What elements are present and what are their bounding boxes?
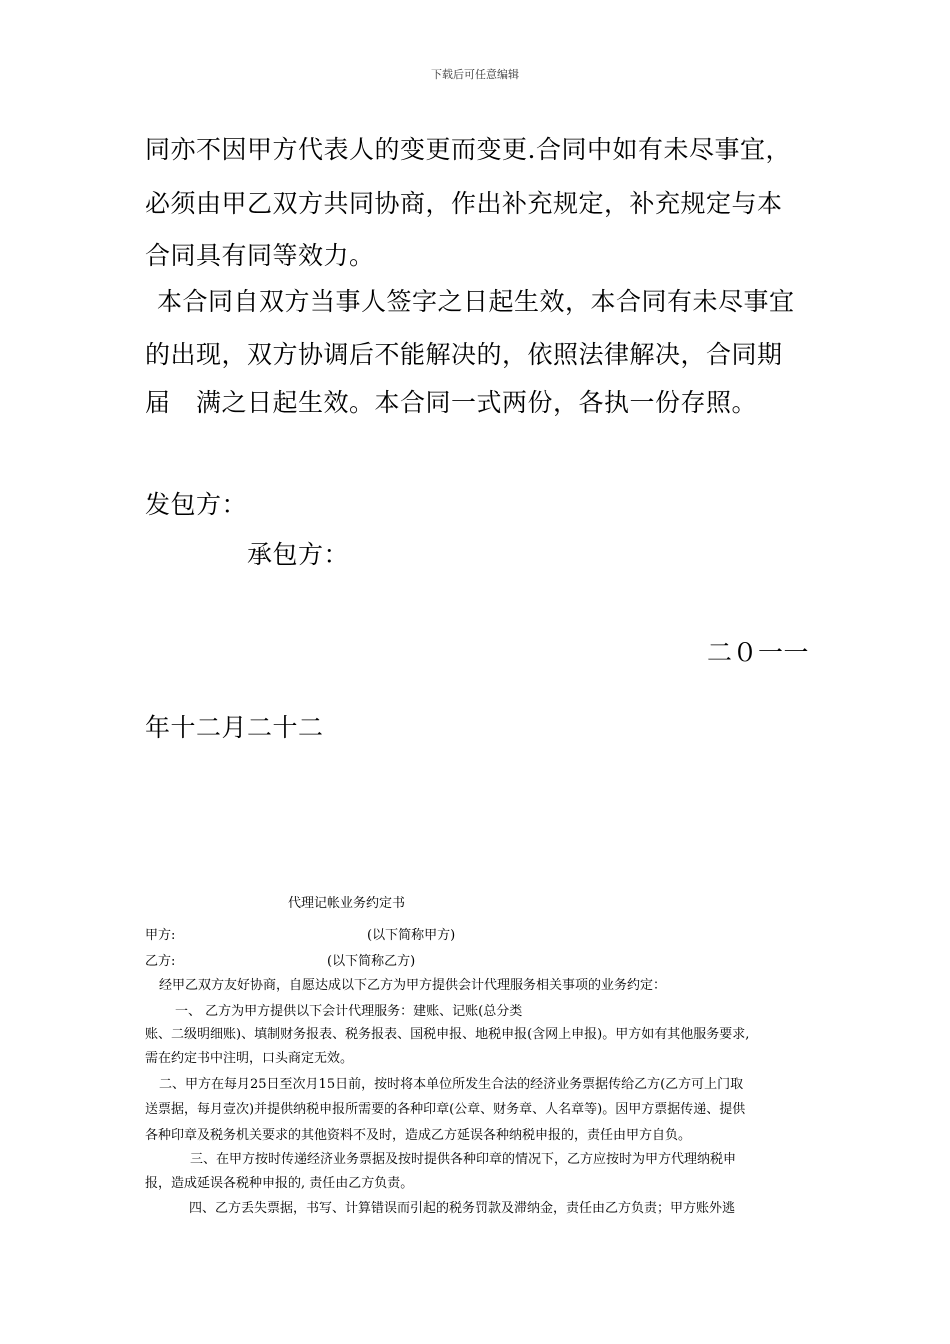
contract-text-line: 同亦不因甲方代表人的变更而变更.合同中如有未尽事宜， bbox=[145, 135, 791, 164]
contractor-a-label: 发包方： bbox=[145, 490, 248, 519]
contract-text-line: 的出现，双方协调后不能解决的，依照法律解决，合同期 bbox=[145, 340, 783, 369]
agreement-text-line: 二、甲方在每月25日至次月15日前，按时将本单位所发生合法的经济业务票据传给乙方(乙方可上门取 bbox=[159, 1077, 744, 1092]
agreement-text-line: 经甲乙双方友好协商，自愿达成以下乙方为甲方提供会计代理服务相关事项的业务约定： bbox=[159, 978, 667, 993]
contract-text-line: 届 满之日起生效。本合同一式两份，各执一份存照。 bbox=[145, 388, 758, 417]
party-b-label: 乙方: bbox=[145, 954, 176, 969]
agreement-text-line: 账、二级明细账)、填制财务报表、税务报表、国税申报、地税申报(含网上申报)。甲方如有其他服务要求, bbox=[145, 1027, 750, 1042]
contractor-b-label: 承包方： bbox=[247, 540, 350, 569]
party-b-note: (以下简称乙方) bbox=[327, 954, 416, 969]
contract-text-line: 必须由甲乙双方共同协商，作出补充规定，补充规定与本 bbox=[145, 189, 783, 218]
agreement-title: 代理记帐业务约定书 bbox=[288, 896, 406, 911]
contract-text-line: 本合同自双方当事人签字之日起生效，本合同有未尽事宜 bbox=[157, 287, 795, 316]
agreement-text-line: 报，造成延误各税种申报的, 责任由乙方负责。 bbox=[145, 1176, 414, 1191]
agreement-text-line: 四、乙方丢失票据，书写、计算错误而引起的税务罚款及滞纳金，责任由乙方负责；甲方账外逃 bbox=[189, 1201, 736, 1216]
agreement-text-line: 需在约定书中注明，口头商定无效。 bbox=[145, 1051, 354, 1066]
agreement-text-line: 送票据，每月壹次)并提供纳税申报所需要的各种印章(公章、财务章、人名章等)。因甲方票据传递、提供 bbox=[145, 1102, 746, 1117]
contract-text-line: 合同具有同等效力。 bbox=[145, 241, 375, 270]
page-header-note: 下载后可任意编辑 bbox=[431, 68, 519, 81]
signing-date-month-day: 年十二月二十二 bbox=[145, 713, 324, 742]
agreement-text-line: 一、 乙方为甲方提供以下会计代理服务：建账、记账(总分类 bbox=[175, 1004, 523, 1019]
party-a-label: 甲方: bbox=[145, 928, 176, 943]
party-a-note: (以下简称甲方) bbox=[367, 928, 456, 943]
agreement-text-line: 各种印章及税务机关要求的其他资料不及时，造成乙方延误各种纳税申报的，责任由甲方自负。 bbox=[145, 1128, 692, 1143]
signing-date-year: 二０一一 bbox=[707, 638, 810, 667]
agreement-text-line: 三、在甲方按时传递经济业务票据及按时提供各种印章的情况下，乙方应按时为甲方代理纳税申 bbox=[190, 1152, 737, 1167]
